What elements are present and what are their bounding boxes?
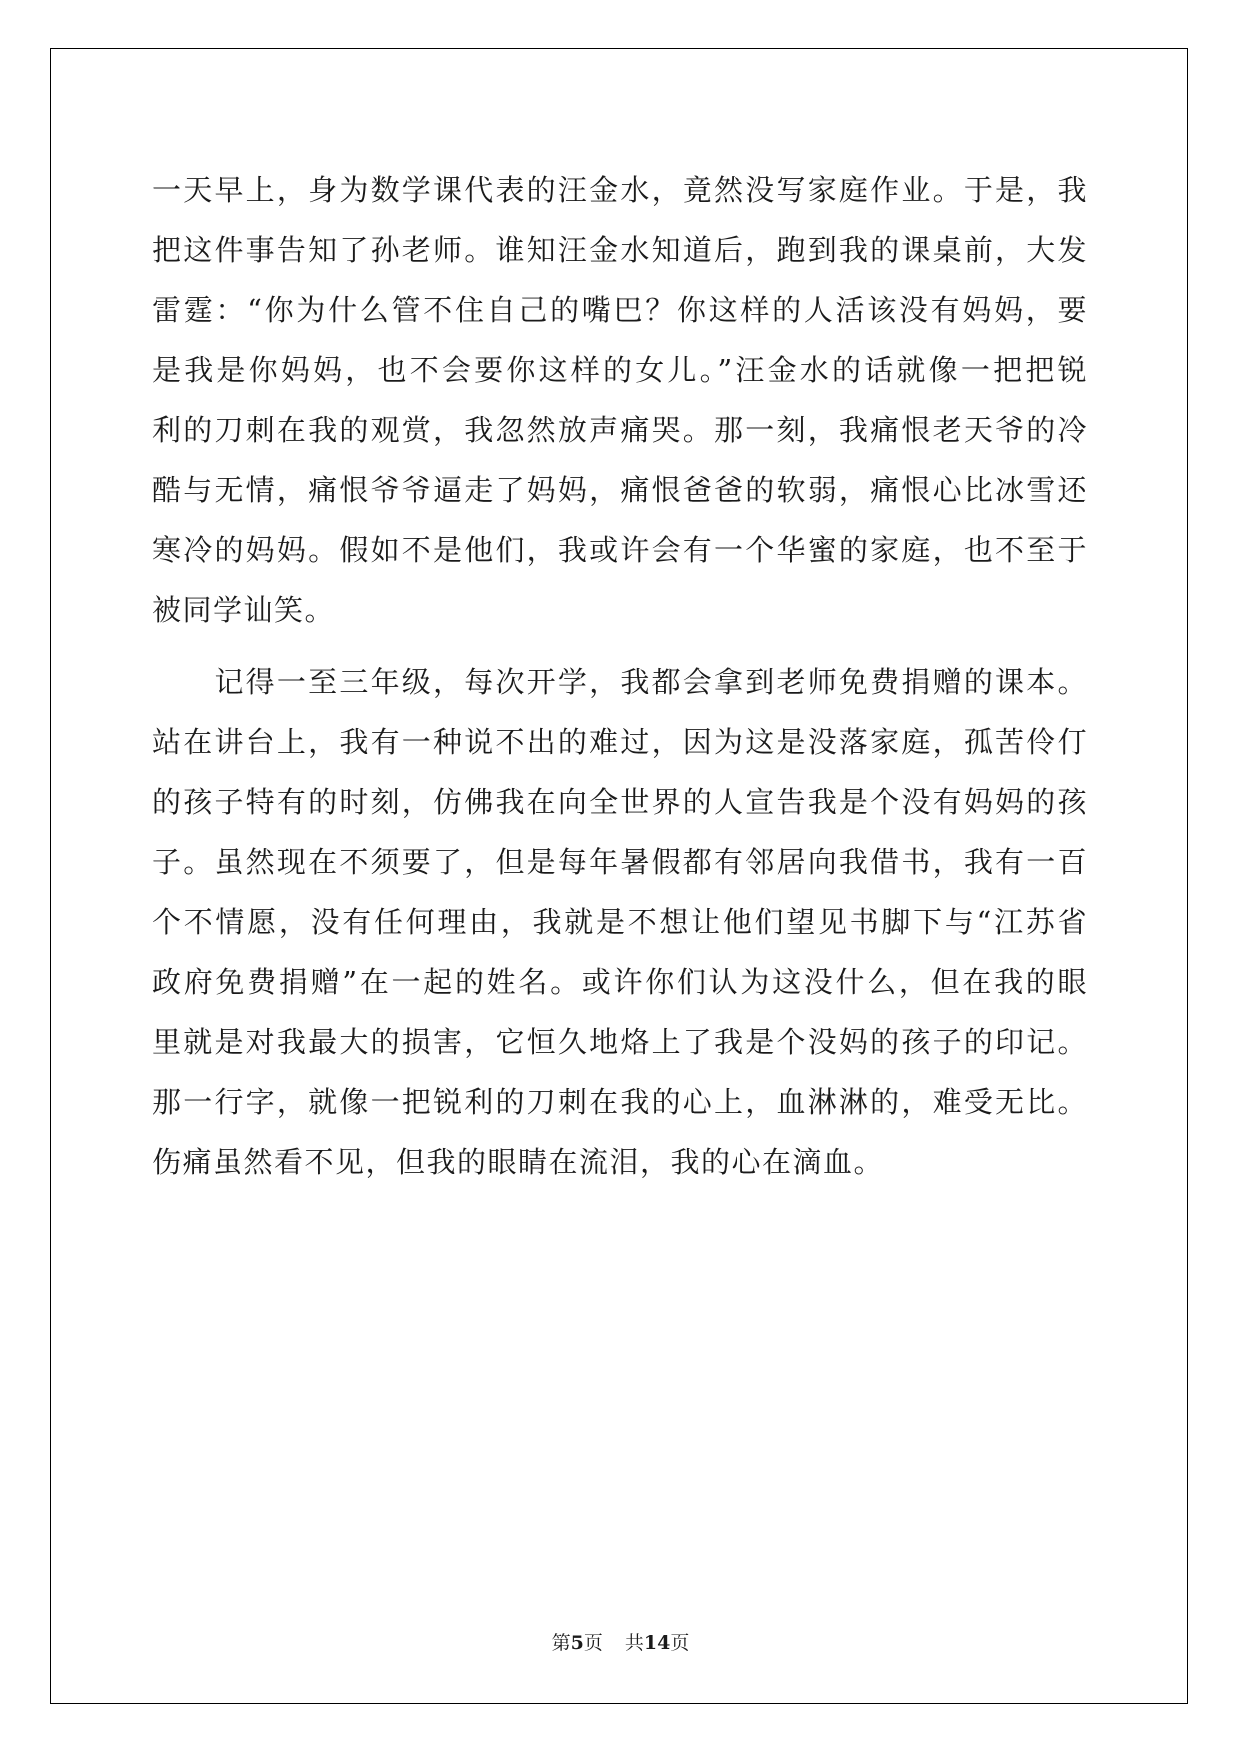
text-line: 被同学讪笑。 [152, 593, 336, 627]
total-pages: 14 [643, 1632, 671, 1654]
page-footer [0, 1628, 1241, 1655]
text-line: 记得一至三年级，每次开学，我都会拿到老师免费捐赠的课本。 [152, 665, 1088, 699]
total-prefix: 共 [624, 1632, 644, 1654]
text-line: 站在讲台上，我有一种说不出的难过，因为这是没落家庭，孤苦伶仃 [152, 725, 1088, 759]
page-number: 5 [570, 1632, 584, 1654]
text-line: 一天早上，身为数学课代表的汪金水，竟然没写家庭作业。于是，我 [152, 173, 1088, 207]
text-line: 政府免费捐赠”在一起的姓名。或许你们认为这没什么，但在我的眼 [152, 965, 1088, 999]
text-line: 酷与无情，痛恨爷爷逼走了妈妈，痛恨爸爸的软弱，痛恨心比冰雪还 [152, 473, 1088, 507]
text-line: 雷霆：“你为什么管不住自己的嘴巴？你这样的人活该没有妈妈，要 [152, 293, 1088, 327]
text-line: 子。虽然现在不须要了，但是每年暑假都有邻居向我借书，我有一百 [152, 845, 1088, 879]
text-line: 那一行字，就像一把锐利的刀刺在我的心上，血淋淋的，难受无比。 [152, 1085, 1088, 1119]
total-suffix: 页 [670, 1632, 690, 1654]
text-line: 里就是对我最大的损害，它恒久地烙上了我是个没妈的孩子的印记。 [152, 1025, 1088, 1059]
text-line: 是我是你妈妈，也不会要你这样的女儿。”汪金水的话就像一把把锐 [152, 353, 1088, 387]
text-line: 寒冷的妈妈。假如不是他们，我或许会有一个华蜜的家庭，也不至于 [152, 533, 1088, 567]
document-body [152, 160, 1088, 1192]
page-prefix: 第 [551, 1632, 571, 1654]
paragraph-2 [152, 652, 1088, 1192]
text-line: 把这件事告知了孙老师。谁知汪金水知道后，跑到我的课桌前，大发 [152, 233, 1088, 267]
text-line: 个不情愿，没有任何理由，我就是不想让他们望见书脚下与“江苏省 [152, 905, 1088, 939]
text-line: 利的刀刺在我的观赏，我忽然放声痛哭。那一刻，我痛恨老天爷的冷 [152, 413, 1088, 447]
text-line: 的孩子特有的时刻，仿佛我在向全世界的人宣告我是个没有妈妈的孩 [152, 785, 1088, 819]
text-line: 伤痛虽然看不见，但我的眼睛在流泪，我的心在滴血。 [152, 1145, 885, 1179]
paragraph-1 [152, 160, 1088, 640]
page-suffix: 页 [583, 1632, 603, 1654]
